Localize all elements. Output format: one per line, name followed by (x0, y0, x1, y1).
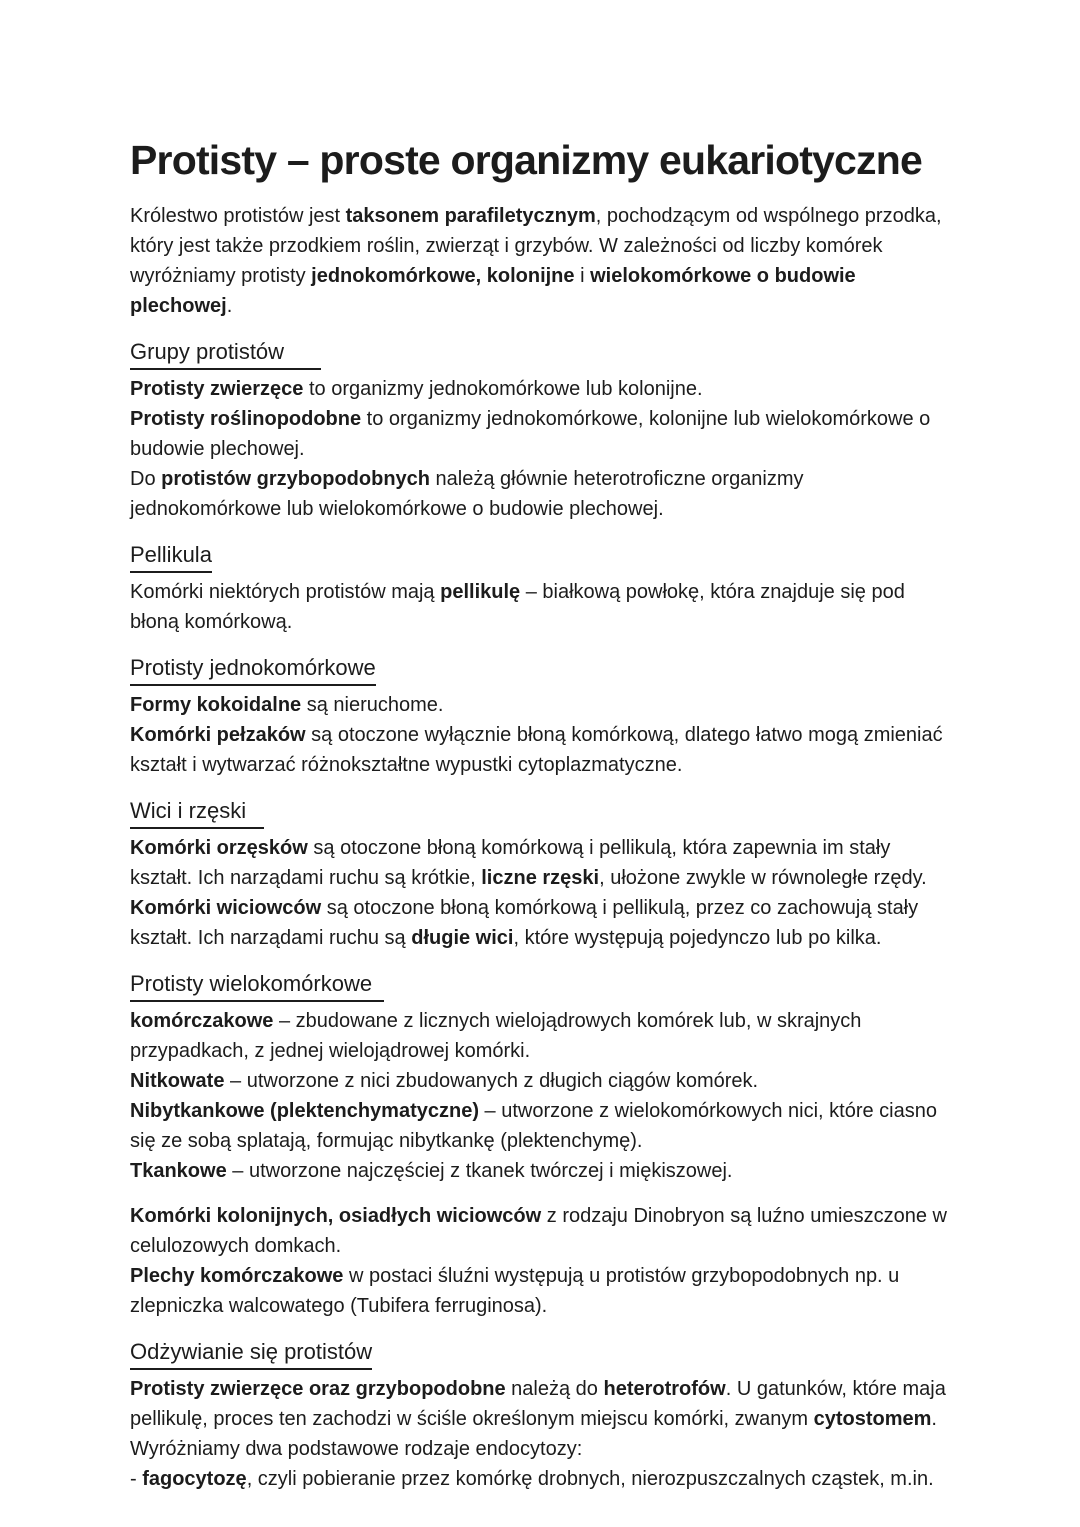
paragraph (130, 1374, 952, 1494)
paragraph (130, 1006, 952, 1186)
section-heading (130, 336, 952, 370)
paragraph (130, 833, 952, 953)
text-run: w postaci śluźni występują u protistów grzybopodobnych np. u zlepniczka walcowatego (Tubifera ferruginosa). (130, 1265, 900, 1317)
paragraph (130, 1201, 952, 1321)
bold-run: Komórki wiciowców (130, 897, 322, 919)
text-run: – utworzone z wielokomórkowych nici, które ciasno się ze sobą splatają, formując nibytkankę (plektenchymę). (130, 1100, 937, 1152)
section-heading-text: Odżywianie się protistów (130, 1336, 372, 1370)
text-run: z rodzaju Dinobryon są luźno umieszczone w celulozowych domkach. (130, 1205, 947, 1257)
bold-run: taksonem parafiletycznym (345, 205, 596, 227)
bold-run: wielokomórkowe o budowie plechowej (130, 265, 856, 317)
text-run: . (226, 295, 233, 317)
bold-run: Komórki orzęsków (130, 837, 308, 859)
text-run: należą głównie heterotroficzne organizmy jednokomórkowe lub wielokomórkowe o budowie plechowej. (130, 468, 804, 520)
text-run: są otoczone błoną komórkową i pellikulą, która zapewnia im stały kształt. Ich narządami ruchu są krótkie, (130, 837, 891, 889)
paragraph (130, 577, 952, 637)
section-heading (130, 1336, 952, 1370)
text-run: są otoczone błoną komórkową i pellikulą, przez co zachowują stały kształt. Ich narządami ruchu są (130, 897, 919, 949)
bold-run: jednokomórkowe, kolonijne (311, 265, 575, 287)
section-heading (130, 539, 952, 573)
section-heading-text: Protisty jednokomórkowe (130, 652, 376, 686)
text-run: , które występują pojedynczo lub po kilka. (513, 927, 882, 949)
document-body (130, 136, 952, 1509)
text-run: Wyróżniamy dwa podstawowe rodzaje endocytozy: (130, 1438, 583, 1460)
bold-run: Protisty zwierzęce (130, 378, 304, 400)
bold-run: pellikulę (440, 581, 521, 603)
section-heading-text: Pellikula (130, 539, 212, 573)
bold-run: heterotrofów (603, 1378, 726, 1400)
text-run: Królestwo protistów jest (130, 205, 346, 227)
text-run: – utworzone najczęściej z tkanek twórczej i miękiszowej. (226, 1160, 733, 1182)
text-run: to organizmy jednokomórkowe lub kolonijne. (303, 378, 703, 400)
text-run: – utworzone z nici zbudowanych z długich ciągów komórek. (224, 1070, 759, 1092)
bold-run: cytostomem (813, 1408, 932, 1430)
bold-run: komórczakowe (130, 1010, 274, 1032)
text-run: . (931, 1408, 937, 1430)
text-run: należą do (505, 1378, 604, 1400)
bold-run: protistów grzybopodobnych (161, 468, 430, 490)
section-heading (130, 652, 952, 686)
bold-run: Komórki kolonijnych, osiadłych wiciowców (130, 1205, 542, 1227)
section-heading (130, 968, 952, 1002)
text-run: Do (130, 468, 162, 490)
section-heading-text: Protisty wielokomórkowe (130, 968, 384, 1002)
bold-run: Plechy komórczakowe (130, 1265, 344, 1287)
text-run: – białkową powłokę, która znajduje się pod błoną komórkową. (130, 581, 905, 633)
text-run: , czyli pobieranie przez komórkę drobnych, nierozpuszczalnych cząstek, m.in. (246, 1468, 934, 1490)
section-heading-text: Wici i rzęski (130, 795, 264, 829)
bold-run: Protisty roślinopodobne (130, 408, 362, 430)
bold-run: Formy kokoidalne (130, 694, 302, 716)
bold-run: fagocytozę (142, 1468, 247, 1490)
text-run: , ułożone zwykle w równoległe rzędy. (599, 867, 927, 889)
text-run: to organizmy jednokomórkowe, kolonijne lub wielokomórkowe o budowie plechowej. (130, 408, 931, 460)
text-run: , pochodzącym od wspólnego przodka, który jest także przodkiem roślin, zwierząt i grzybów. W zależności od liczby komórek wyróżniamy protisty (130, 205, 942, 287)
text-run: Komórki niektórych protistów mają (130, 581, 441, 603)
bold-run: Komórki pełzaków (130, 724, 306, 746)
bold-run: Tkankowe (130, 1160, 227, 1182)
paragraph (130, 374, 952, 524)
paragraph (130, 201, 952, 321)
text-run: są nieruchome. (301, 694, 444, 716)
text-run: i (574, 265, 591, 287)
bold-run: Nitkowate (130, 1070, 225, 1092)
text-run: są otoczone wyłącznie błoną komórkową, dlatego łatwo mogą zmieniać kształt i wytwarzać różnokształtne wypustki cytoplazmatyczne. (130, 724, 943, 776)
bold-run: Protisty zwierzęce oraz grzybopodobne (130, 1378, 506, 1400)
section-heading-text: Grupy protistów (130, 336, 321, 370)
bold-run: Nibytkankowe (plektenchymatyczne) (130, 1100, 479, 1122)
text-run: . U gatunków, które maja pellikulę, proces ten zachodzi w ściśle określonym miejscu komórki, zwanym (130, 1378, 946, 1430)
bold-run: długie wici (411, 927, 514, 949)
text-run: – zbudowane z licznych wielojądrowych komórek lub, w skrajnych przypadkach, z jednej wielojądrowej komórki. (130, 1010, 862, 1062)
page-title: Protisty – proste organizmy eukariotyczne (130, 137, 923, 183)
text-run: - (130, 1468, 143, 1490)
paragraph (130, 690, 952, 780)
section-heading (130, 795, 952, 829)
bold-run: liczne rzęski (481, 867, 600, 889)
